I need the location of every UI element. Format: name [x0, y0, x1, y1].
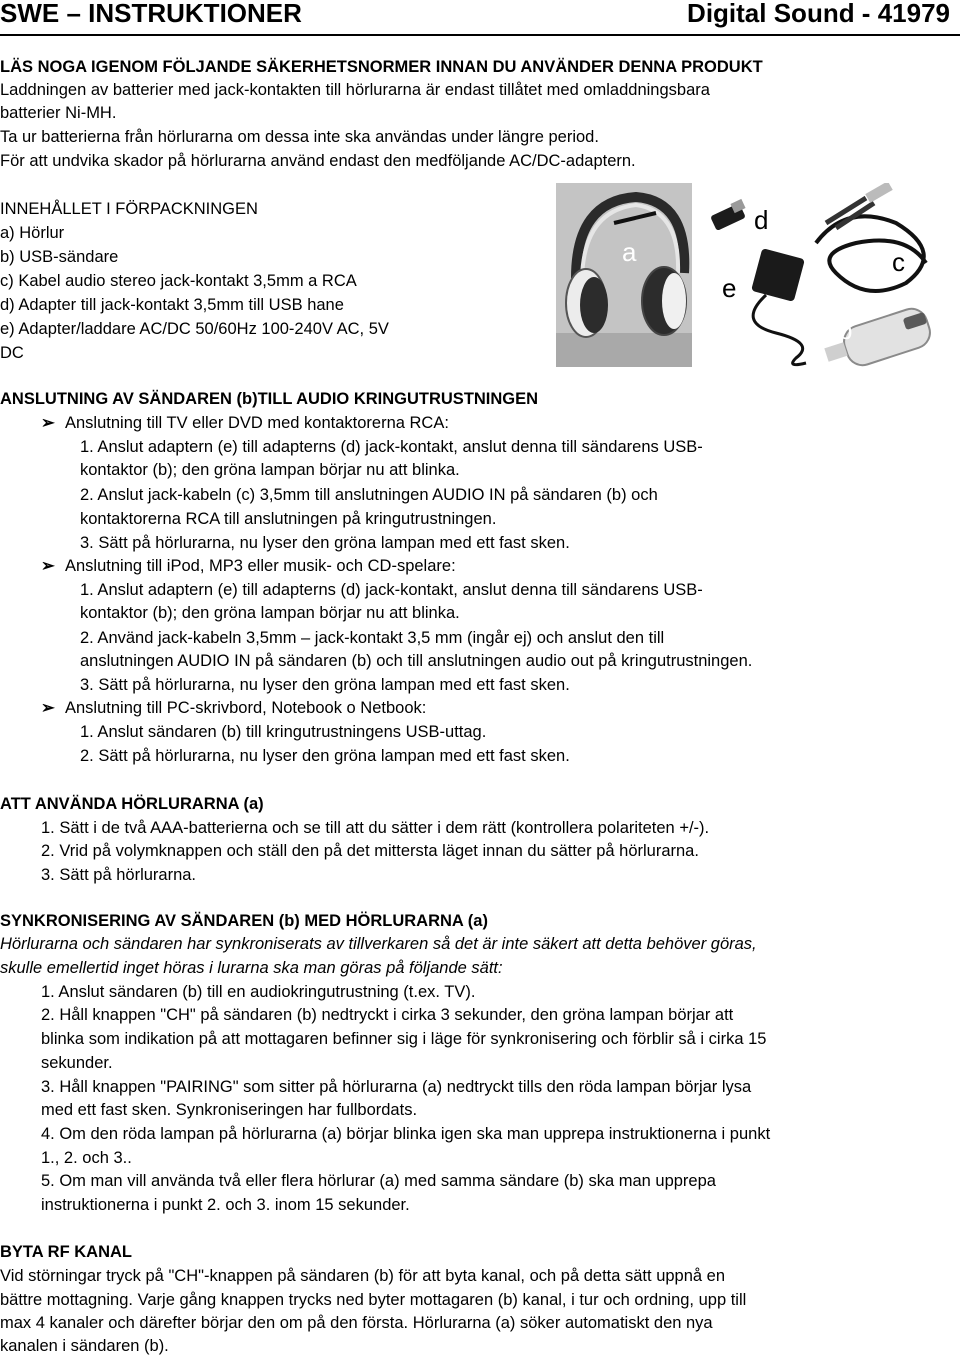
- rf-line: Vid störningar tryck på "CH"-knappen på sändaren (b) för att byta kanal, och på detta sätt uppnå en: [0, 1267, 726, 1285]
- step-line: 3. Sätt på hörlurarna, nu lyser den gröna lampan med ett fast sken.: [80, 534, 570, 552]
- headphones-icon: [556, 183, 692, 367]
- safety-line: batterier Ni-MH.: [0, 104, 117, 122]
- use-line: 1. Sätt i de två AAA-batterierna och se till att du sätter i dem rätt (kontrollera polariteten +/-).: [41, 819, 710, 837]
- sync-line: 4. Om den röda lampan på hörlurarna (a) börjar blinka igen ska man upprepa instruktionerna i punkt: [41, 1125, 771, 1143]
- bullet-text: Anslutning till TV eller DVD med kontaktorerna RCA:: [65, 414, 449, 432]
- step-line: kontaktor (b); den gröna lampan börjar nu att blinka.: [80, 604, 460, 622]
- contents-item: a) Hörlur: [0, 224, 65, 242]
- rf-line: bättre mottagning. Varje gång knappen trycks ned byter mottagaren (b) kanal, i tur och ordning, upp till: [0, 1291, 747, 1309]
- contents-item: d) Adapter till jack-kontakt 3,5mm till USB hane: [0, 296, 344, 314]
- bullet-text: Anslutning till iPod, MP3 eller musik- och CD-spelare:: [65, 557, 456, 575]
- rf-heading: BYTA RF KANAL: [0, 1243, 132, 1261]
- product-name: Digital Sound - 41979: [687, 0, 950, 28]
- connection-heading: ANSLUTNING AV SÄNDAREN (b)TILL AUDIO KRINGUTRUSTNINGEN: [0, 390, 539, 408]
- contents-item: DC: [0, 344, 24, 362]
- sync-line: sekunder.: [41, 1054, 113, 1072]
- sync-line: 1., 2. och 3..: [41, 1149, 132, 1167]
- sync-line: med ett fast sken. Synkroniseringen har fullbordats.: [41, 1101, 418, 1119]
- sync-heading: SYNKRONISERING AV SÄNDAREN (b) MED HÖRLURARNA (a): [0, 912, 488, 930]
- step-line: 2. Använd jack-kabeln 3,5mm – jack-kontakt 3,5 mm (ingår ej) och anslut den till: [80, 629, 665, 647]
- contents-heading: INNEHÅLLET I FÖRPACKNINGEN: [0, 200, 258, 218]
- use-line: 2. Vrid på volymknappen och ställ den på det mittersta läget innan du sätter på hörlurarna.: [41, 842, 699, 860]
- sync-line: 3. Håll knappen "PAIRING" som sitter på hörlurarna (a) nedtryckt tills den röda lampan börjar lysa: [41, 1078, 752, 1096]
- step-line: 1. Anslut adaptern (e) till adapterns (d) jack-kontakt, anslut denna till sändarens USB-: [80, 581, 703, 599]
- use-line: 3. Sätt på hörlurarna.: [41, 866, 197, 884]
- step-line: kontaktor (b); den gröna lampan börjar nu att blinka.: [80, 461, 460, 479]
- sync-line: 1. Anslut sändaren (b) till en audiokringutrustning (t.ex. TV).: [41, 983, 476, 1001]
- rf-line: max 4 kanaler och därefter börjar den om på den första. Hörlurarna (a) söker automatiskt den nya: [0, 1314, 713, 1332]
- rf-line: kanalen i sändaren (b).: [0, 1337, 169, 1355]
- step-line: 1. Anslut adaptern (e) till adapterns (d) jack-kontakt, anslut denna till sändarens USB-: [80, 438, 703, 456]
- photo-label-a: a: [622, 237, 637, 267]
- step-line: kontaktorerna RCA till anslutningen på kringutrustningen.: [80, 510, 497, 528]
- bullet-pc: [41, 697, 426, 719]
- photo-label-e: e: [722, 273, 737, 303]
- page-title: SWE – INSTRUKTIONER: [0, 0, 302, 28]
- sync-line: 5. Om man vill använda två eller flera hörlurar (a) med samma sändare (b) ska man upprepa: [41, 1172, 716, 1190]
- arrow-bullet-icon: ➢: [41, 699, 55, 717]
- sync-line: 2. Håll knappen "CH" på sändaren (b) nedtryckt i cirka 3 sekunder, den gröna lampan börjar att: [41, 1006, 734, 1024]
- bullet-tv-dvd: [41, 412, 449, 434]
- page-header: [0, 0, 960, 32]
- bullet-ipod: [41, 555, 456, 577]
- step-line: 3. Sätt på hörlurarna, nu lyser den gröna lampan med ett fast sken.: [80, 676, 570, 694]
- arrow-bullet-icon: ➢: [41, 414, 55, 432]
- sync-intro: skulle emellertid inget höras i lurarna ska man göras på följande sätt:: [0, 959, 503, 977]
- photo-label-d: d: [754, 205, 769, 235]
- step-line: 2. Anslut jack-kabeln (c) 3,5mm till anslutningen AUDIO IN på sändaren (b) och: [80, 486, 658, 504]
- sync-line: blinka som indikation på att mottagaren befinner sig i läge för synkronisering och förblir så i cirka 15: [41, 1030, 767, 1048]
- safety-line: Ta ur batterierna från hörlurarna om dessa inte ska användas under längre period.: [0, 128, 599, 146]
- arrow-bullet-icon: ➢: [41, 557, 55, 575]
- contents-item: c) Kabel audio stereo jack-kontakt 3,5mm a RCA: [0, 272, 357, 290]
- contents-item: e) Adapter/laddare AC/DC 50/60Hz 100-240V AC, 5V: [0, 320, 389, 338]
- step-line: 2. Sätt på hörlurarna, nu lyser den gröna lampan med ett fast sken.: [80, 747, 570, 765]
- headphones-photo: [556, 183, 692, 367]
- photo-label-b: b: [838, 315, 853, 345]
- sync-line: instruktionerna i punkt 2. och 3. inom 15 sekunder.: [41, 1196, 410, 1214]
- use-heading: ATT ANVÄNDA HÖRLURARNA (a): [0, 795, 264, 813]
- step-line: 1. Anslut sändaren (b) till kringutrustningens USB-uttag.: [80, 723, 487, 741]
- accessories-photo: [696, 183, 952, 373]
- header-divider: [0, 34, 960, 36]
- safety-line: Laddningen av batterier med jack-kontakten till hörlurarna är endast tillåtet med omladdningsbara: [0, 81, 710, 99]
- sync-intro: Hörlurarna och sändaren har synkroniserats av tillverkaren så det är inte säkert att detta behöver göras,: [0, 935, 757, 953]
- bullet-text: Anslutning till PC-skrivbord, Notebook o Netbook:: [65, 699, 427, 717]
- photo-label-c: c: [892, 247, 905, 277]
- step-line: anslutningen AUDIO IN på sändaren (b) och till anslutningen audio out på kringutrustningen.: [80, 652, 753, 670]
- contents-item: b) USB-sändare: [0, 248, 119, 266]
- safety-heading: LÄS NOGA IGENOM FÖLJANDE SÄKERHETSNORMER INNAN DU ANVÄNDER DENNA PRODUKT: [0, 58, 763, 76]
- safety-line: För att undvika skador på hörlurarna använd endast den medföljande AC/DC-adaptern.: [0, 152, 636, 170]
